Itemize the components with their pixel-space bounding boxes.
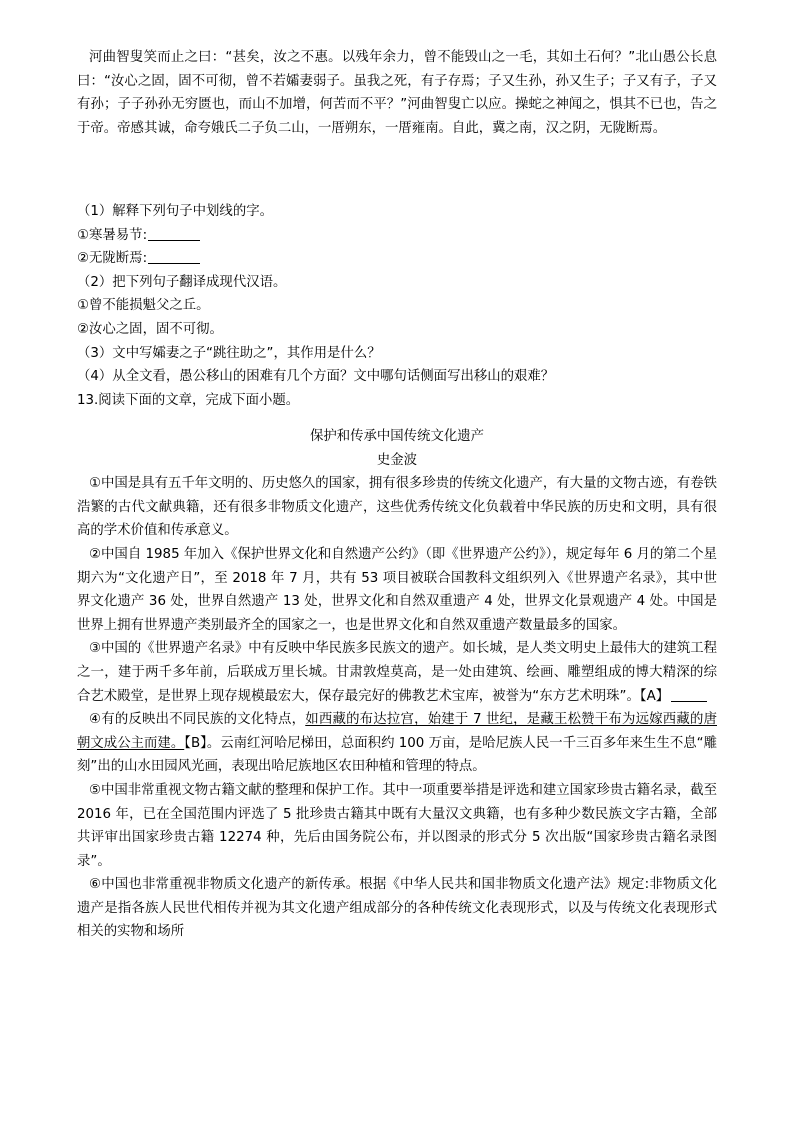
questions-section: [77, 200, 717, 412]
underlined-sentence: 如西藏的布达拉宫，始建于 7 世纪，是藏王松赞干布为远嫁西藏的唐朝文成公主而建。: [77, 712, 717, 751]
passage-excerpt: [77, 46, 717, 140]
question-2a: ①曾不能损魁父之丘。: [77, 298, 210, 314]
article-paragraph-5: ⑤中国非常重视文物古籍文献的整理和保护工作。其中一项重要举措是评选和建立国家珍贵古籍名录，截至 2016 年，已在全国范围内评选了 5 批珍贵古籍其中既有大量汉文典籍，也有多种少数民族文字古籍，全部共评审出国家珍贵古籍 12274 种，先后由国务院公布，并以图录的形式分 5 次出版“国家珍贵古籍名录图录”。: [77, 782, 717, 869]
answer-blank[interactable]: [148, 226, 200, 241]
article-paragraph-4: ④有的反映出不同民族的文化特点，如西藏的布达拉宫，始建于 7 世纪，是藏王松赞干布为远嫁西藏的唐朝文成公主而建。【B】。云南红河哈尼梯田，总面积约 100 万亩，是哈尼族人民一千三百多年来生生不息“雕刻”出的山水田园风光画，表现出哈尼族地区农田种植和管理的特点。: [77, 712, 718, 775]
question-1b: ②无陇断焉:: [77, 247, 717, 271]
article-author: 史金波: [376, 452, 418, 468]
article-paragraph-6: ⑥中国也非常重视非物质文化遗产的新传承。根据《中华人民共和国非物质文化遗产法》规定:非物质文化遗产是指各族人民世代相传并视为其文化遗产组成部分的各种传统文化表现形式，以及与传统文化表现形式相关的实物和场所: [77, 877, 717, 940]
question-3: （3）文中写孀妻之子“跳往助之”，其作用是什么？: [77, 345, 381, 361]
answer-blank[interactable]: [148, 249, 200, 264]
article-paragraph-2: ②中国自 1985 年加入《保护世界文化和自然遗产公约》（即《世界遗产公约》），规定每年 6 月的第二个星期六为“文化遗产日”，至 2018 年 7 月，共有 53 项目被联合国教科文组织列入《世界遗产名录》，其中世界文化遗产 36 处，世界自然遗产 13 处，世界文化和自然双重遗产 4 处，世界文化景观遗产 4 处。中国是世界上拥有世界遗产类别最齐全的国家之一，也是世界文化和自然双重遗产数量最多的国家。: [77, 546, 717, 633]
article: [77, 425, 717, 944]
answer-blank-a[interactable]: [671, 687, 707, 702]
question-1a: ①寒暑易节:: [77, 224, 717, 248]
question-1: （1）解释下列句子中划线的字。: [77, 204, 273, 219]
question-4: （4）从全文看，愚公移山的困难有几个方面？文中哪句话侧面写出移山的艰难？: [77, 369, 555, 385]
question-2: （2）把下列句子翻译成现代汉语。: [77, 274, 287, 290]
section-13-instruction: 13.阅读下面的文章，完成下面小题。: [77, 392, 300, 408]
passage-paragraph: 河曲智叟笑而止之曰：“甚矣，汝之不惠。以残年余力，曾不能毁山之一毛，其如土石何？”北山愚公长息曰：“汝心之固，固不可彻，曾不若孀妻弱子。虽我之死，有子存焉；子又生孙，孙又生子；子又有子，子又有孙；子子孙孙无穷匮也，而山不加增，何苦而不平？”河曲智叟亡以应。操蛇之神闻之，惧其不已也，告之于帝。帝感其诚，命夸娥氏二子负二山，一厝朔东，一厝雍南。自此，冀之南，汉之阴，无陇断焉。: [77, 50, 717, 136]
question-2b: ②汝心之固，固不可彻。: [77, 321, 223, 337]
article-title: 保护和传承中国传统文化遗产: [309, 429, 485, 444]
article-paragraph-1: ①中国是具有五千年文明的、历史悠久的国家，拥有很多珍贵的传统文化遗产，有大量的文物古迹，有卷铁浩繁的古代文献典籍，还有很多非物质文化遗产，这些优秀传统文化负载着中华民族的历史和文明，具有很高的学术价值和传承意义。: [77, 476, 717, 539]
article-paragraph-3: ③中国的《世界遗产名录》中有反映中华民族多民族文的遗产。如长城，是人类文明史上最伟大的建筑工程之一，建于两千多年前，后联成万里长城。甘肃敦煌莫高，是一处由建筑、绘画、雕塑组成的博大精深的综合艺术殿堂，是世界上现存规模最宏大，保存最完好的佛教艺术宝库，被誉为“东方艺术明珠”。【A】: [77, 641, 717, 704]
